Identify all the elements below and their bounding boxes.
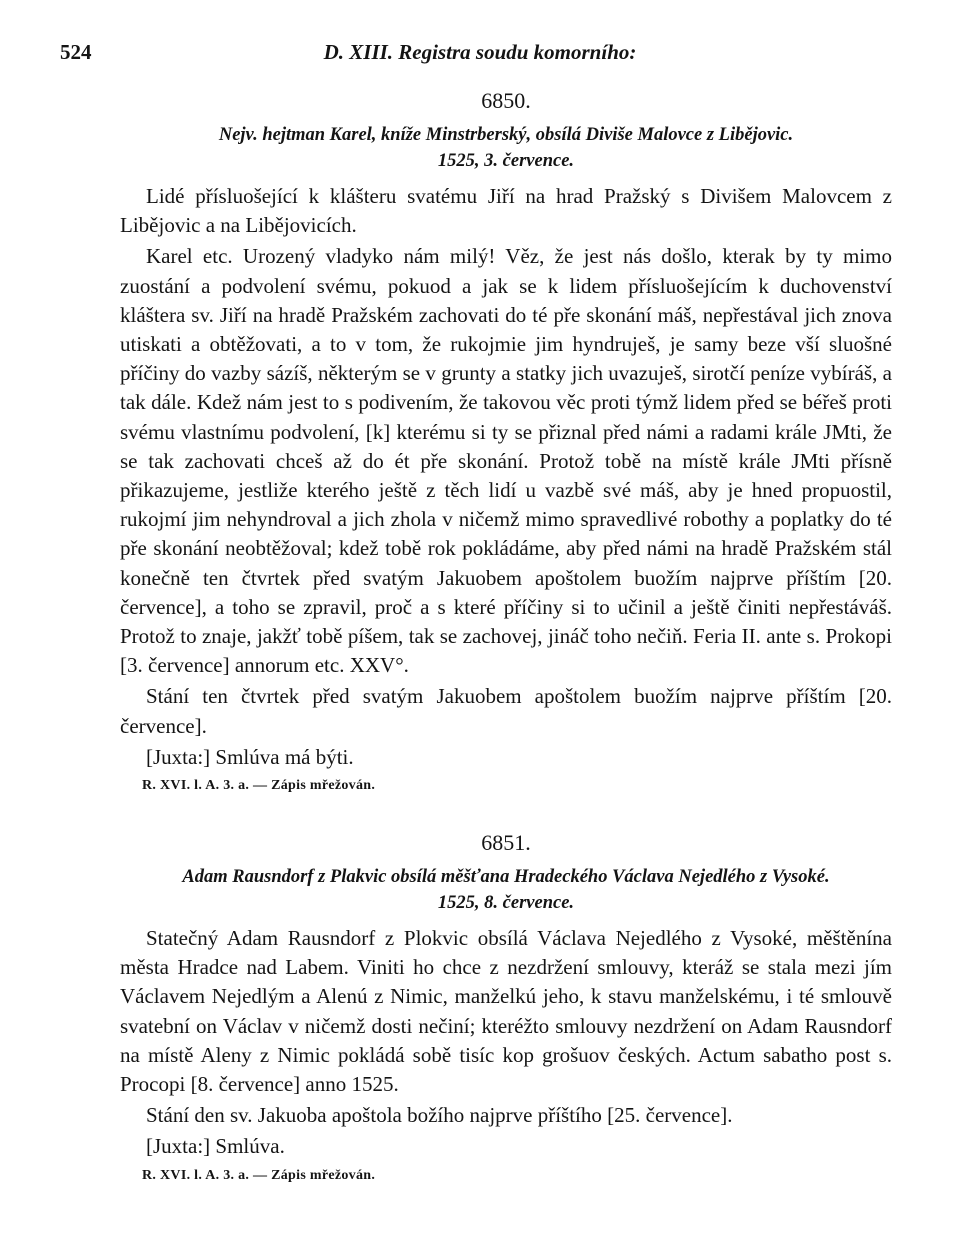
source-note: R. XVI. l. A. 3. a. — Zápis mřežován.: [142, 778, 376, 794]
entry-number: 6850.: [481, 88, 531, 113]
entry-date: 1525, 8. července.: [437, 893, 575, 913]
entry-paragraph: Stání ten čtvrtek před svatým Jakuobem apoštolem buožím najprve příštím [20. července].: [120, 684, 892, 738]
entry-6850: [120, 86, 892, 798]
entry-number: 6851.: [481, 830, 531, 855]
running-head: [60, 40, 900, 70]
source-note: R. XVI. l. A. 3. a. — Zápis mřežován.: [142, 1167, 376, 1183]
entry-paragraph: Lidé přísluošející k klášteru svatému Jiří na hrad Pražský s Divišem Malovcem z Libějovic a na Libějovicích.: [120, 184, 892, 238]
entry-date: 1525, 3. července.: [437, 151, 575, 171]
running-title: D. XIII. Registra soudu komorního:: [323, 40, 637, 64]
entry-paragraph: [Juxta:] Smlúva má býti.: [146, 744, 354, 769]
entry-paragraph: Stání den sv. Jakuoba apoštola božího najprve příštího [25. července].: [146, 1103, 733, 1128]
page-number: 524: [60, 40, 92, 64]
entry-paragraph: [Juxta:] Smlúva.: [146, 1134, 285, 1159]
entry-paragraph: Karel etc. Urozený vladyko nám milý! Věz, že jest nás došlo, kterak by ty mimo zuostání a podvolení svému, pokuod a jak se k lidem přísluošejícím k duchovenství kláštera sv. Jiří na hradě Pražském zachovati do té pře skonání máš, nepřestával jich znova utiskati a obtěžovati, a to v tom, že rukojmie jim hyndruješ, je samy beze vší sluošné příčiny do vazby sázíš, některým se v grunty a statky jich uvazuješ, sirotčí peníze vybíráš, a tak dále. Kdež nám jest to s podivením, že takovou věc proti týmž lidem před se béřeš proti svému vlastnímu podvolení, [k] kterému si ty se přiznal před námi a radami krále JMti, že se tak zachovati chceš až do ét pře skonání. Protož tobě na místě krále JMti přísně přikazujeme, jestliže kterého ještě z těch lidí u vazbě své máš, aby je hned propuostil, rukojmí jim nehyndroval a jich zhola v ničemž mimo spravedlivé robothy a poplatky do té pře skonání neobtěžoval; kdež tobě rok pokládáme, aby před námi na hradě Pražském stál konečně ten čtvrtek před svatým Jakuobem apoštolem buožím najprve příštím [20. července], a toho se zpravil, proč a s které příčiny si to učinil a ještě činiti nepřestáváš. Protož to znaje, jakžť tobě píšem, tak se zachovej, jináč toho nečiň. Feria II. ante s. Prokopi [3. července] annorum etc. XXV°.: [120, 244, 892, 678]
entry-6851: [120, 828, 892, 1188]
entry-heading: Nejv. hejtman Karel, kníže Minstrberský, obsílá Diviše Malovce z Libějovic.: [218, 125, 794, 145]
entry-heading: Adam Rausndorf z Plakvic obsílá měšťana Hradeckého Václava Nejedlého z Vysoké.: [182, 867, 830, 887]
entry-paragraph: Statečný Adam Rausndorf z Plokvic obsílá Václava Nejedlého z Vysoké, měštěnína města Hradce nad Labem. Viniti ho chce z nezdržení smlouvy, kteráž se stala mezi jím Václavem Nejedlým a Alenú z Nimic, manželkú jeho, k stavu manželskému, i té smlouvě svatební on Václav v ničemž dosti nečiní; kteréžto smlouvy nezdržení on Adam Rausndorf na místě Aleny z Nimic pokládá sobě tisíc kop grošuov českých. Actum sabatho post s. Procopi [8. července] anno 1525.: [120, 926, 892, 1097]
